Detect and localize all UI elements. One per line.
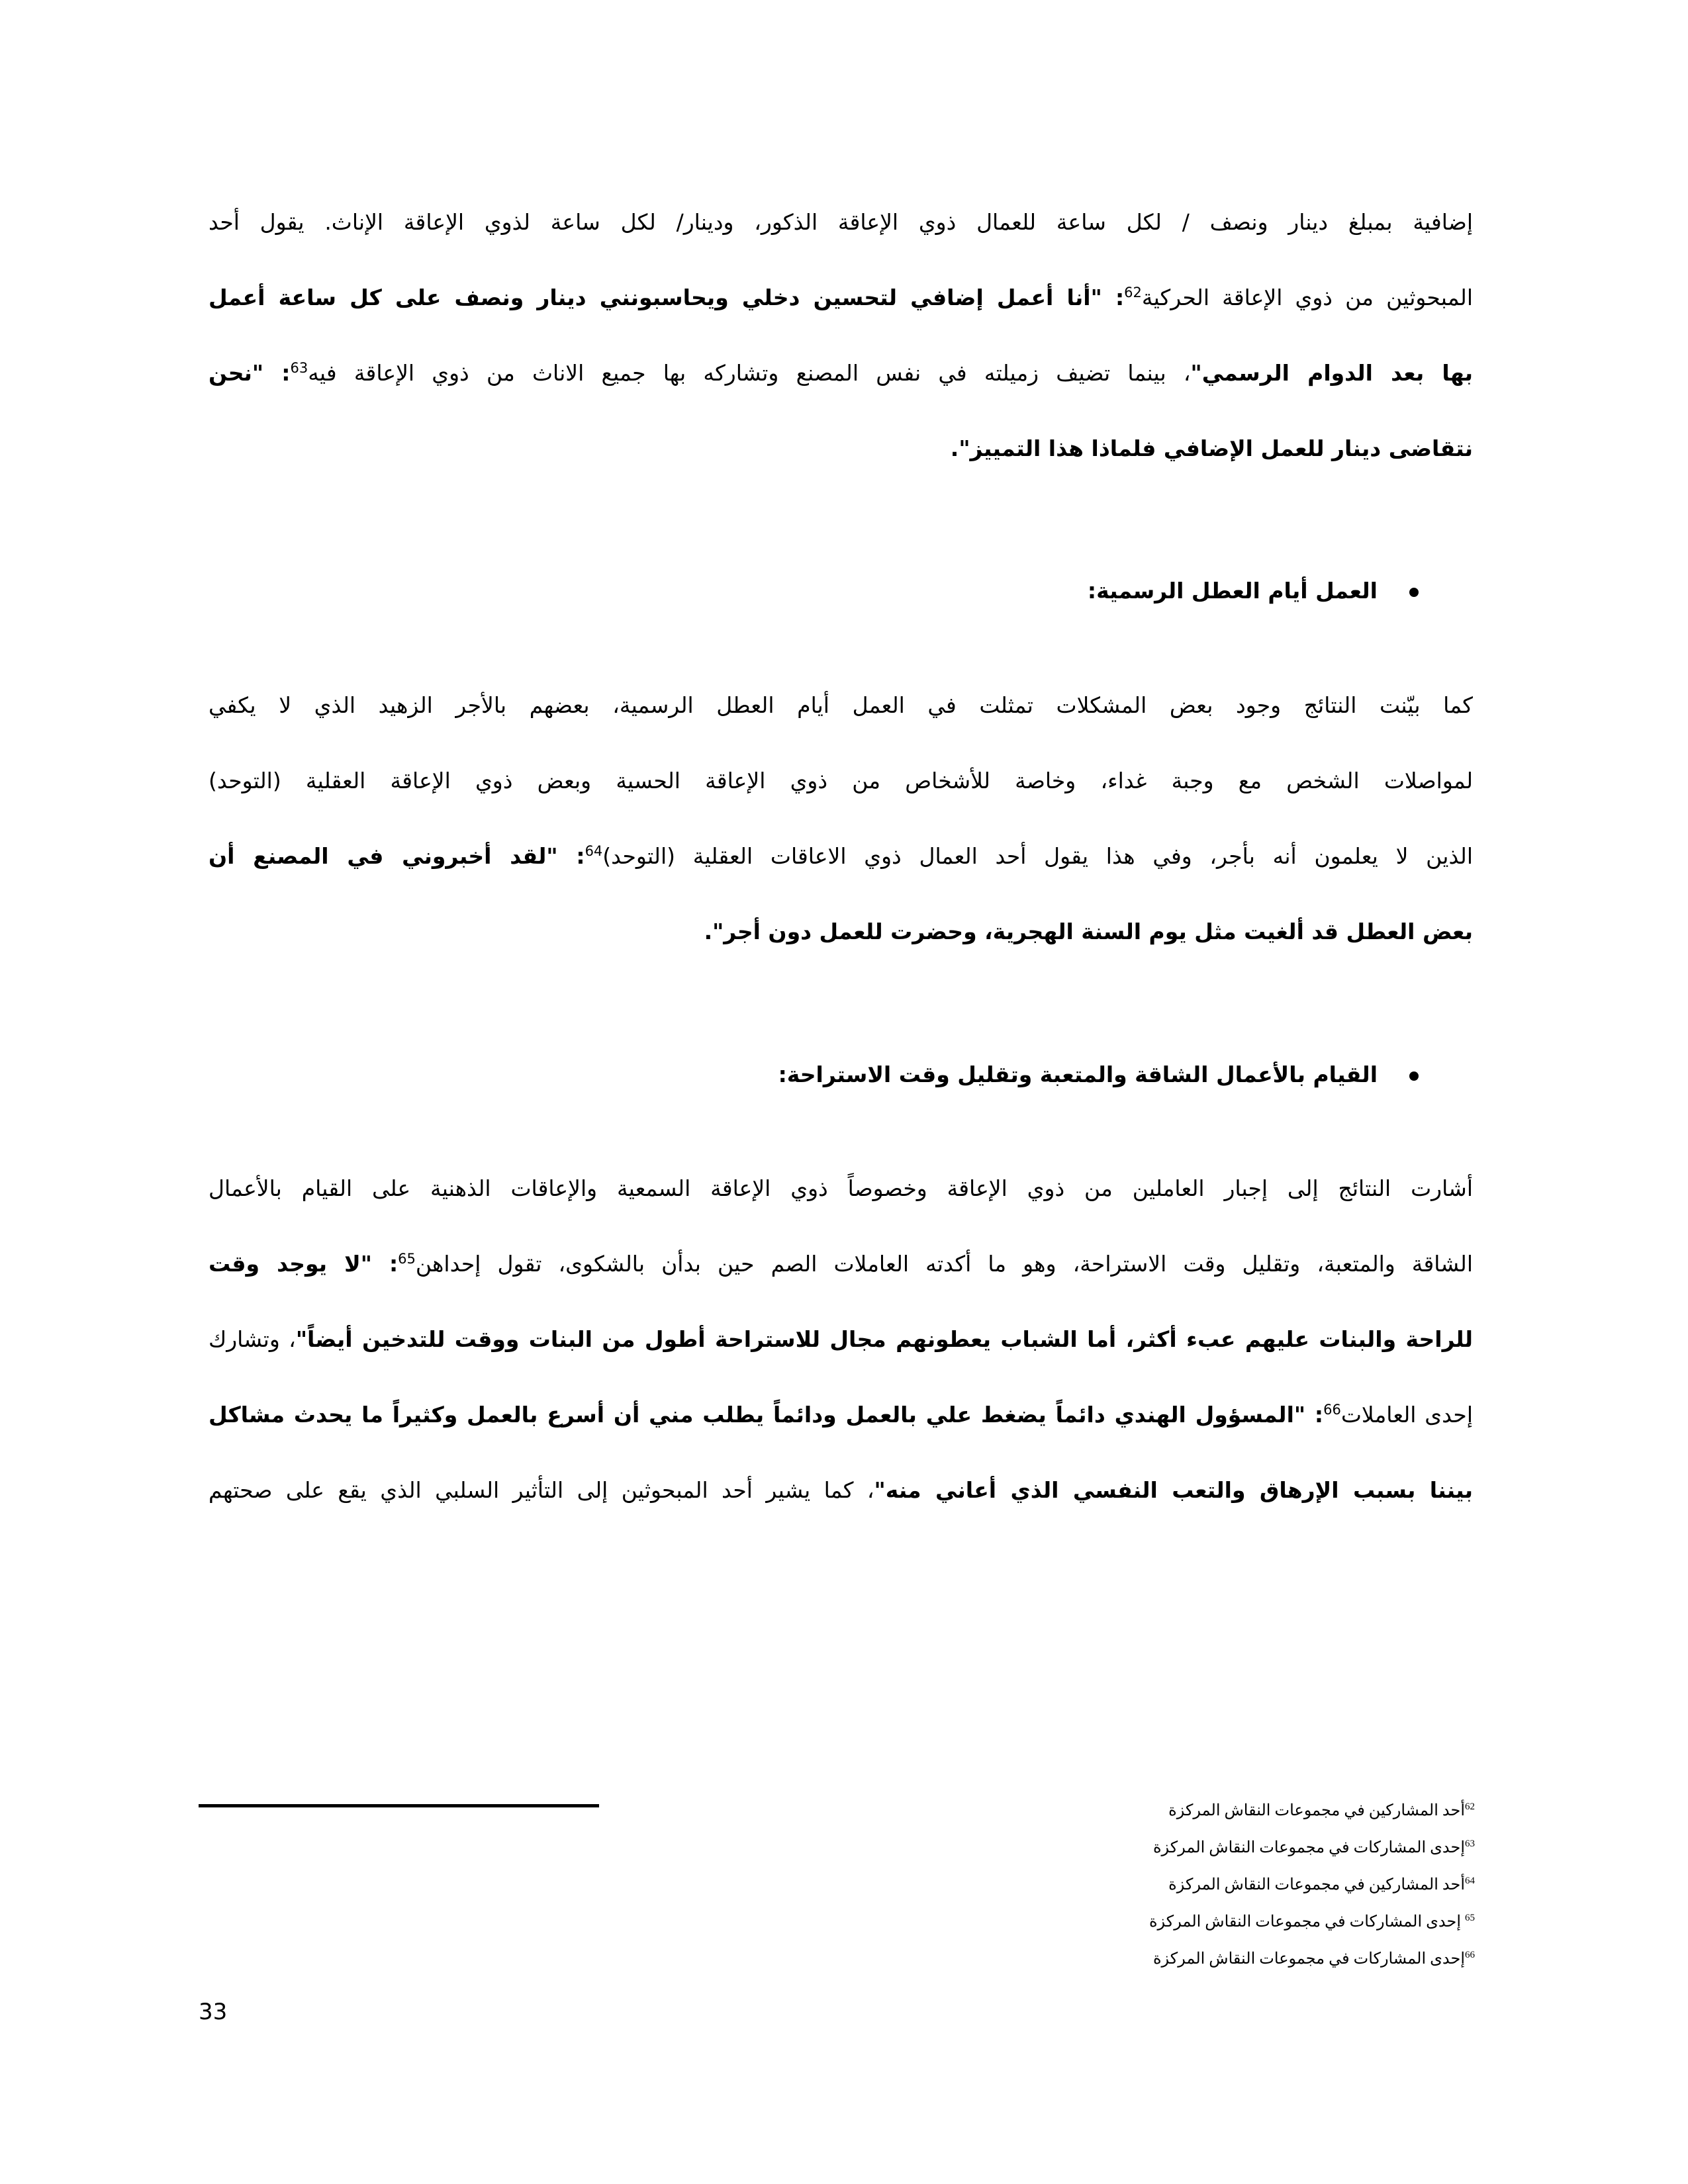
- footnote-number: 62: [1465, 1801, 1475, 1812]
- bullet-text: العمل أيام العطل الرسمية:: [1087, 578, 1378, 604]
- paragraph-2-line-2: [209, 768, 1473, 794]
- text: الشاقة والمتعبة، وتقليل وقت الاستراحة، وهو ما أكدته العاملات الصم حين بدأن بالشكوى، تقول إحداهن: [415, 1251, 1473, 1277]
- footnote-ref-63[interactable]: 63: [290, 360, 308, 376]
- quote-text: بها بعد الدوام الرسمي": [1190, 360, 1474, 386]
- footnote-ref-62[interactable]: 62: [1124, 285, 1142, 300]
- text: الذين لا يعلمون أنه بأجر، وفي هذا يقول أحد العمال ذوي الاعاقات العقلية (التوحد): [602, 843, 1474, 869]
- footnote-62: [1168, 1801, 1475, 1820]
- paragraph-1-line-3: [209, 360, 1473, 387]
- footnote-ref-65[interactable]: 65: [398, 1251, 416, 1267]
- page-number: 33: [199, 1999, 228, 2025]
- bullet-heading-2: [209, 1062, 1473, 1088]
- quote-text: : "نحن: [209, 360, 291, 386]
- quote-text: بعض العطل قد ألغيت مثل يوم السنة الهجرية، وحضرت للعمل دون أجر".: [704, 919, 1473, 944]
- quote-text: : "أنا أعمل إضافي لتحسين دخلي ويحاسبونني دينار ونصف على كل ساعة أعمل: [209, 285, 1125, 310]
- footnote-text: إحدى المشاركات في مجموعات النقاش المركزة: [1149, 1913, 1465, 1931]
- paragraph-2-line-1: [209, 692, 1473, 719]
- footnote-number: 65: [1465, 1913, 1475, 1923]
- footnote-text: أحد المشاركين في مجموعات النقاش المركزة: [1168, 1802, 1465, 1819]
- paragraph-3-line-1: [209, 1175, 1473, 1202]
- bullet-heading-1: [209, 578, 1473, 604]
- text: أشارت النتائج إلى إجبار العاملين من ذوي الإعاقة وخصوصاً ذوي الإعاقة السمعية والإعاقات الذهنية على القيام بالأعمال: [209, 1175, 1473, 1201]
- text: إضافية بمبلغ دينار ونصف / لكل ساعة للعمال ذوي الإعاقة الذكور، ودينار/ لكل ساعة لذوي الإعاقة الإناث. يقول أحد: [209, 209, 1473, 235]
- footnote-number: 66: [1465, 1950, 1475, 1960]
- text: ، كما يشير أحد المبحوثين إلى التأثير السلبي الذي يقع على صحتهم: [209, 1477, 874, 1503]
- text: لمواصلات الشخص مع وجبة غداء، وخاصة للأشخاص من ذوي الإعاقة الحسية وبعض ذوي الإعاقة العقلية (التوحد): [209, 768, 1473, 794]
- footnote-ref-64[interactable]: 64: [585, 843, 603, 859]
- quote-text: نتقاضى دينار للعمل الإضافي فلماذا هذا التمييز".: [950, 435, 1473, 461]
- text: ، بينما تضيف زميلته في نفس المصنع وتشاركه بها جميع الاناث من ذوي الإعاقة فيه: [308, 360, 1191, 386]
- quote-text: : "لقد أخبروني في المصنع أن: [209, 843, 585, 869]
- bullet-text: القيام بالأعمال الشاقة والمتعبة وتقليل وقت الاستراحة:: [778, 1062, 1378, 1087]
- paragraph-3-line-5: [209, 1477, 1473, 1504]
- bullet-icon: [1409, 588, 1419, 597]
- paragraph-3-line-3: [209, 1326, 1473, 1353]
- quote-text: : "المسؤول الهندي دائماً يضغط علي بالعمل ودائماً يطلب مني أن أسرع بالعمل وكثيراً ما يحدث مشاكل: [209, 1402, 1324, 1428]
- paragraph-1-line-4: [209, 435, 1473, 462]
- footnote-text: أحد المشاركين في مجموعات النقاش المركزة: [1168, 1876, 1465, 1893]
- paragraph-2-line-3: [209, 843, 1473, 870]
- bullet-icon: [1409, 1071, 1419, 1081]
- quote-text: للراحة والبنات عليهم عبء أكثر، أما الشباب يعطونهم مجال للاستراحة أطول من البنات ووقت للتدخين أيضاً": [295, 1326, 1473, 1352]
- quote-text: : "لا يوجد وقت: [209, 1251, 399, 1277]
- footnote-number: 63: [1465, 1839, 1475, 1849]
- paragraph-1-line-1: [209, 209, 1473, 236]
- text: ، وتشارك: [209, 1326, 296, 1352]
- paragraph-1-line-2: [209, 285, 1473, 311]
- text: كما بيّنت النتائج وجود بعض المشكلات تمثلت في العمل أيام العطل الرسمية، بعضهم بالأجر الزهيد الذي لا يكفي: [209, 692, 1473, 718]
- footnote-number: 64: [1465, 1876, 1475, 1886]
- footnote-ref-66[interactable]: 66: [1323, 1402, 1341, 1418]
- footnote-text: إحدى المشاركات في مجموعات النقاش المركزة: [1152, 1950, 1465, 1968]
- footnote-65: [1149, 1913, 1475, 1931]
- footnote-64: [1168, 1876, 1475, 1894]
- text: إحدى العاملات: [1340, 1402, 1473, 1428]
- footnote-text: إحدى المشاركات في مجموعات النقاش المركزة: [1152, 1839, 1465, 1856]
- paragraph-3-line-2: [209, 1251, 1473, 1277]
- paragraph-3-line-4: [209, 1402, 1473, 1428]
- quote-text: بيننا بسبب الإرهاق والتعب النفسي الذي أعاني منه": [874, 1477, 1473, 1503]
- footnote-66: [1153, 1950, 1475, 1968]
- footnote-separator: [199, 1804, 599, 1807]
- paragraph-2-line-4: [209, 919, 1473, 945]
- text: المبحوثين من ذوي الإعاقة الحركية: [1141, 285, 1473, 310]
- footnote-63: [1153, 1839, 1475, 1857]
